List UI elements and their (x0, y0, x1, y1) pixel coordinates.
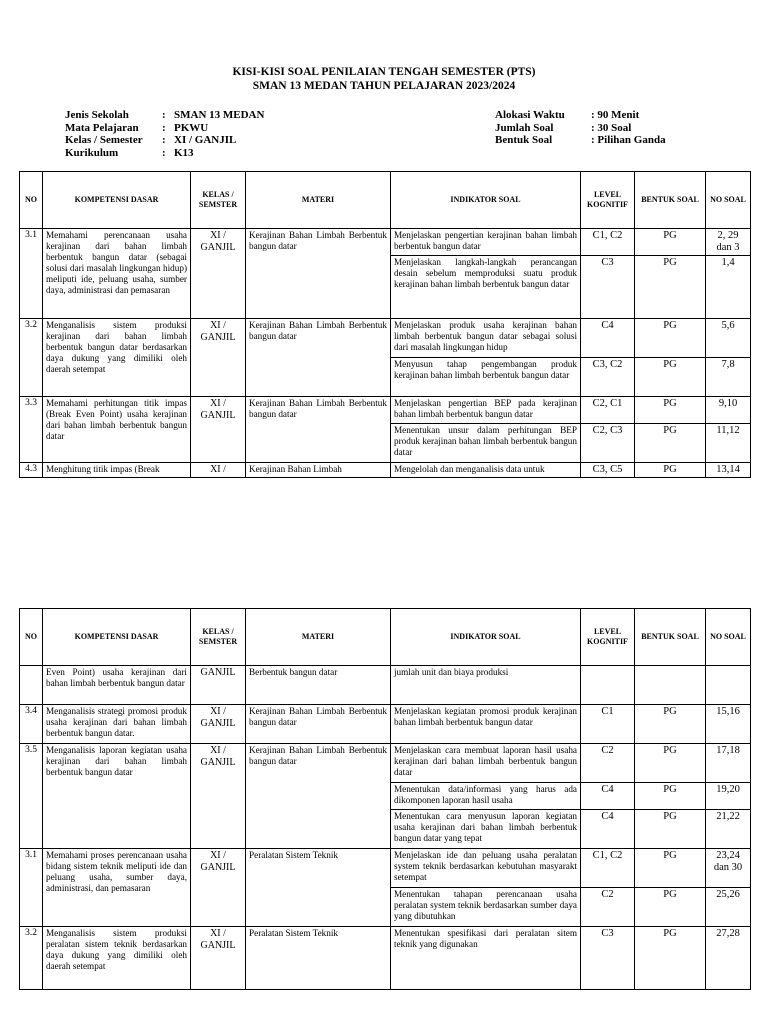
cell-no-soal: 2, 29 dan 3 (706, 229, 751, 256)
cell-materi: Berbentuk bangun datar (246, 666, 391, 705)
column-header-kompetensi-dasar: KOMPETENSI DASAR (43, 609, 191, 666)
cell-materi: Kerajinan Bahan Limbah (246, 463, 391, 478)
cell-no-soal: 5,6 (706, 319, 751, 358)
cell-bentuk (635, 666, 706, 705)
document-title-line1: KISI-KISI SOAL PENILAIAN TENGAH SEMESTER (PTS) (232, 66, 536, 78)
table-row (20, 705, 751, 744)
cell-kompetensi-dasar: Memahami proses perencanaan usaha bidang sistem teknik meliputi ide dan peluang usaha, sumber daya, administrasi, dan pemasaran (43, 849, 191, 927)
table-header-row (20, 609, 751, 666)
cell-no: 3.2 (20, 927, 43, 990)
cell-kompetensi-dasar: Even Point) usaha kerajinan dari bahan limbah berbentuk bangun datar (43, 666, 191, 705)
cell-indikator: Menentukan unsur dalam perhitungan BEP produk kerajinan bahan limbah berbentuk bangun datar (391, 424, 581, 463)
cell-level: C3, C5 (581, 463, 635, 478)
cell-bentuk: PG (635, 424, 706, 463)
cell-materi: Peralatan Sistem Teknik (246, 849, 391, 927)
info-label: Mata Pelajaran (65, 121, 139, 134)
cell-materi: Kerajinan Bahan Limbah Berbentuk bangun datar (246, 229, 391, 319)
table-row (20, 666, 751, 705)
column-header-kelas-semester: KELAS / SEMSTER (191, 609, 246, 666)
cell-no: 3.1 (20, 849, 43, 927)
info-value: : Pilihan Ganda (591, 134, 666, 146)
cell-bentuk: PG (635, 229, 706, 256)
cell-level: C4 (581, 810, 635, 849)
column-header-no: NO (20, 609, 43, 666)
cell-level: C2, C3 (581, 424, 635, 463)
info-row-jumlah-soal (495, 122, 666, 135)
info-separator: : (162, 134, 166, 146)
cell-materi: Kerajinan Bahan Limbah Berbentuk bangun datar (246, 744, 391, 849)
cell-kompetensi-dasar: Menganalisis sistem produksi kerajinan dari bahan limbah berbentuk bangun datar berdasarkan daya dukung yang dimiliki oleh daerah setempat (43, 319, 191, 397)
column-header-bentuk-soal: BENTUK SOAL (635, 172, 706, 229)
column-header-level-kognitif: LEVEL KOGNITIF (581, 172, 635, 229)
cell-no: 4.3 (20, 463, 43, 478)
cell-kelas: XI / GANJIL (191, 744, 246, 849)
cell-indikator: Menentukan cara menyusun laporan kegiatan usaha kerajinan dari bahan limbah berbentuk bangun datar yang tepat (391, 810, 581, 849)
cell-bentuk: PG (635, 319, 706, 358)
cell-indikator: Menjelaskan kegiatan promosi produk kerajinan bahan limbah berbentuk bangun datar (391, 705, 581, 744)
cell-indikator: Menjelaskan produk usaha kerajinan bahan limbah berbentuk bangun datar sebagai solusi dari masalah lingkungan hidup (391, 319, 581, 358)
cell-no-soal: 17,18 (706, 744, 751, 783)
cell-indikator: Menentukan spesifikasi dari peralatan sitem teknik yang digunakan (391, 927, 581, 990)
column-header-indikator-soal: INDIKATOR SOAL (391, 609, 581, 666)
cell-indikator: Mengelolah dan menganalisis data untuk (391, 463, 581, 478)
cell-no-soal: 13,14 (706, 463, 751, 478)
cell-materi: Kerajinan Bahan Limbah Berbentuk bangun datar (246, 397, 391, 463)
cell-level: C3, C2 (581, 358, 635, 397)
cell-kelas: GANJIL (191, 666, 246, 705)
info-row-bentuk-soal (495, 134, 666, 147)
cell-level: C3 (581, 927, 635, 990)
kisi-kisi-table-2 (19, 608, 751, 990)
cell-bentuk: PG (635, 397, 706, 424)
info-label: Bentuk Soal (495, 134, 553, 146)
column-header-no: NO (20, 172, 43, 229)
cell-no: 3.1 (20, 229, 43, 319)
cell-no-soal: 25,26 (706, 888, 751, 927)
cell-level: C3 (581, 256, 635, 319)
column-header-bentuk-soal: BENTUK SOAL (635, 609, 706, 666)
cell-indikator: Menentukan data/informasi yang harus ada dikomponen laporan hasil usaha (391, 783, 581, 810)
cell-bentuk: PG (635, 744, 706, 783)
cell-kelas: XI / GANJIL (191, 397, 246, 463)
cell-bentuk: PG (635, 849, 706, 888)
info-label: Alokasi Waktu (495, 109, 565, 121)
cell-kompetensi-dasar: Menganalisis laporan kegiatan usaha kerajinan dari bahan limbah berbentuk bangun datar (43, 744, 191, 849)
cell-no-soal: 19,20 (706, 783, 751, 810)
cell-level: C2 (581, 888, 635, 927)
cell-level: C1, C2 (581, 849, 635, 888)
cell-materi: Kerajinan Bahan Limbah Berbentuk bangun datar (246, 705, 391, 744)
column-header-no-soal: NO SOAL (706, 609, 751, 666)
cell-kelas: XI / GANJIL (191, 319, 246, 397)
cell-no-soal: 27,28 (706, 927, 751, 990)
cell-indikator: Menjelaskan langkah-langkah perancangan desain sebelum memproduksi suatu produk kerajinan bahan limbah berbentuk bangun datar (391, 256, 581, 319)
info-left (65, 109, 264, 159)
column-header-kelas-semester: KELAS / SEMSTER (191, 172, 246, 229)
cell-no-soal: 7,8 (706, 358, 751, 397)
cell-kelas: XI / GANJIL (191, 705, 246, 744)
info-row-kelas-semester (65, 134, 264, 147)
cell-bentuk: PG (635, 705, 706, 744)
info-separator: : (162, 109, 166, 121)
cell-no: 3.3 (20, 397, 43, 463)
info-value: K13 (174, 146, 194, 159)
cell-kompetensi-dasar: Menganalisis strategi promosi produk usaha kerajinan dari bahan limbah berbentuk bangun datar. (43, 705, 191, 744)
table-row (20, 463, 751, 478)
cell-bentuk: PG (635, 358, 706, 397)
info-label: Jumlah Soal (495, 121, 554, 134)
table-row (20, 849, 751, 888)
cell-no-soal (706, 666, 751, 705)
cell-no-soal: 21,22 (706, 810, 751, 849)
cell-bentuk: PG (635, 810, 706, 849)
info-right (495, 109, 666, 147)
cell-indikator: Menyusun tahap pengembangan produk kerajinan bahan limbah berbentuk bangun datar (391, 358, 581, 397)
table-header-row (20, 172, 751, 229)
info-value: XI / GANJIL (174, 134, 237, 146)
cell-bentuk: PG (635, 783, 706, 810)
cell-no: 3.5 (20, 744, 43, 849)
info-label: Kurikulum (65, 146, 119, 159)
cell-kelas: XI / GANJIL (191, 229, 246, 319)
info-label: Jenis Sekolah (65, 109, 129, 121)
kisi-kisi-table-1 (19, 171, 751, 478)
cell-no-soal: 15,16 (706, 705, 751, 744)
table-row (20, 319, 751, 358)
cell-level: C1 (581, 705, 635, 744)
info-row-kurikulum (65, 147, 264, 160)
info-row-jenis-sekolah (65, 109, 264, 122)
cell-materi: Kerajinan Bahan Limbah Berbentuk bangun datar (246, 319, 391, 397)
cell-no-soal: 23,24 dan 30 (706, 849, 751, 888)
column-header-level-kognitif: LEVEL KOGNITIF (581, 609, 635, 666)
cell-no-soal: 11,12 (706, 424, 751, 463)
cell-kompetensi-dasar: Memahami perencanaan usaha kerajinan dari bahan limbah berbentuk bangun datar (sebagai solusi dari masalah lingkungan hidup) meliputi ide, peluang usaha, sumber daya, administrasi dan pemasaran (43, 229, 191, 319)
cell-no: 3.4 (20, 705, 43, 744)
cell-bentuk: PG (635, 927, 706, 990)
cell-no: 3.2 (20, 319, 43, 397)
cell-level: C2 (581, 744, 635, 783)
info-value: : 30 Soal (591, 121, 632, 134)
cell-kompetensi-dasar: Memahami perhitungan titik impas (Break Even Point) usaha kerajinan dari bahan limbah berbentuk bangun datar (43, 397, 191, 463)
cell-level: C4 (581, 319, 635, 358)
column-header-materi: MATERI (246, 609, 391, 666)
column-header-kompetensi-dasar: KOMPETENSI DASAR (43, 172, 191, 229)
cell-level (581, 666, 635, 705)
cell-indikator: Menentukan tahapan perencanaan usaha peralatan system teknik berdasarkan sumber daya yang dibutuhkan (391, 888, 581, 927)
cell-indikator: Menjelaskan cara membuat laporan hasil usaha kerajinan dari bahan limbah berbentuk bangun datar (391, 744, 581, 783)
cell-indikator: Menjelaskan pengertian BEP pada kerajinan bahan limbah berbentuk bangun datar (391, 397, 581, 424)
document-title-line2: SMAN 13 MEDAN TAHUN PELAJARAN 2023/2024 (252, 80, 516, 92)
table-row (20, 229, 751, 256)
info-row-alokasi-waktu (495, 109, 666, 122)
table-row (20, 744, 751, 783)
cell-level: C1, C2 (581, 229, 635, 256)
cell-materi: Peralatan Sistem Teknik (246, 927, 391, 990)
cell-kelas: XI / GANJIL (191, 849, 246, 927)
info-value: : 90 Menit (591, 109, 640, 121)
info-row-mata-pelajaran (65, 122, 264, 135)
cell-kelas: XI / (191, 463, 246, 478)
info-value: SMAN 13 MEDAN (174, 109, 265, 121)
column-header-indikator-soal: INDIKATOR SOAL (391, 172, 581, 229)
cell-bentuk: PG (635, 256, 706, 319)
cell-kompetensi-dasar: Menganalisis sistem produksi peralatan sistem teknik berdasarkan daya dukung yang dimiliki oleh daerah setempat (43, 927, 191, 990)
info-separator: : (162, 146, 166, 159)
column-header-no-soal: NO SOAL (706, 172, 751, 229)
cell-level: C2, C1 (581, 397, 635, 424)
table-row (20, 397, 751, 424)
cell-indikator: Menjelaskan pengertian kerajinan bahan limbah berbentuk bangun datar (391, 229, 581, 256)
info-value: PKWU (174, 121, 209, 134)
cell-indikator: jumlah unit dan biaya produksi (391, 666, 581, 705)
info-separator: : (162, 121, 166, 134)
cell-level: C4 (581, 783, 635, 810)
cell-no-soal: 1,4 (706, 256, 751, 319)
cell-kompetensi-dasar: Menghitung titik impas (Break (43, 463, 191, 478)
cell-bentuk: PG (635, 888, 706, 927)
cell-indikator: Menjelaskan ide dan peluang usaha peralatan system teknik berdasarkan kebutuhan masyarakt setempat (391, 849, 581, 888)
column-header-materi: MATERI (246, 172, 391, 229)
cell-bentuk: PG (635, 463, 706, 478)
table-row (20, 927, 751, 990)
cell-kelas: XI / GANJIL (191, 927, 246, 990)
cell-no (20, 666, 43, 705)
cell-no-soal: 9,10 (706, 397, 751, 424)
info-label: Kelas / Semester (65, 134, 143, 146)
